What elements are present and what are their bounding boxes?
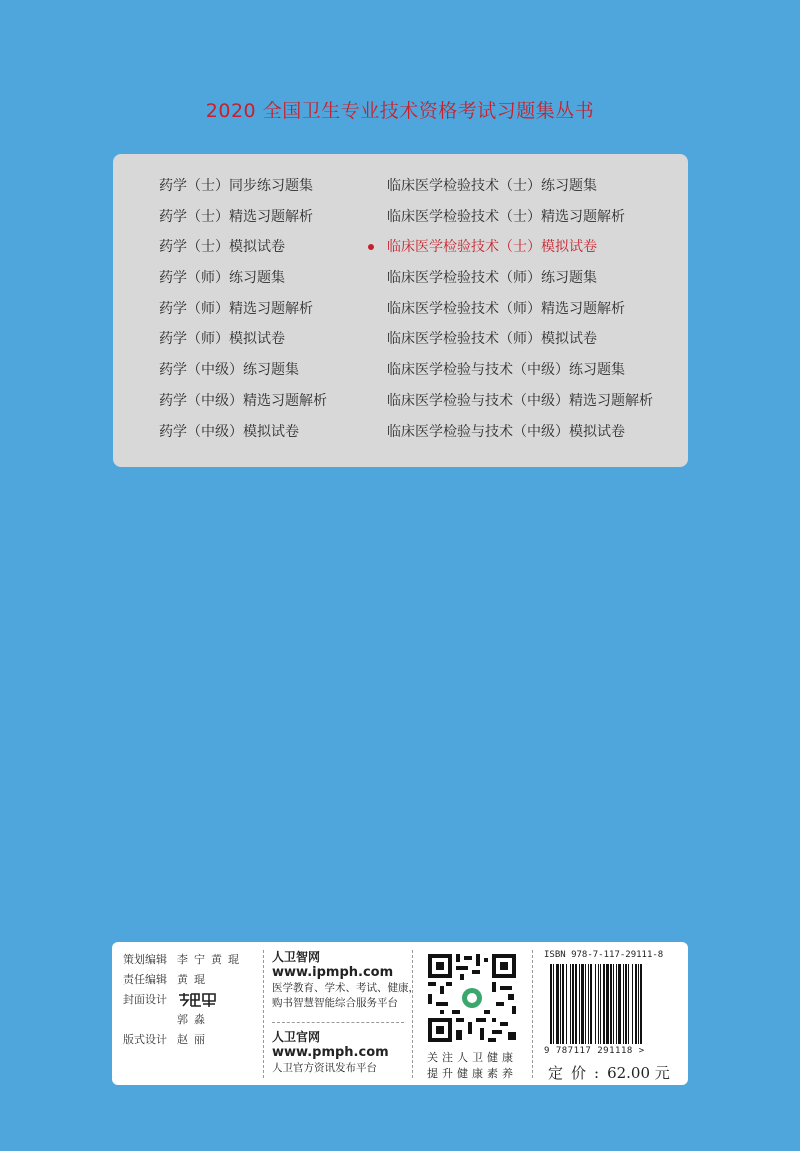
site-desc: 医学教育、学术、考试、健康，	[272, 982, 419, 994]
qr-code-icon[interactable]	[426, 952, 518, 1044]
book-list-item-label: 临床医学检验与技术（中级）练习题集	[387, 362, 625, 379]
book-list-item: 药学（中级）模拟试卷	[159, 423, 299, 440]
book-list-item: 药学（师）练习题集	[159, 270, 285, 287]
book-list-item: 药学（士）同步练习题集	[159, 178, 313, 194]
book-list-item	[387, 422, 653, 453]
site-name: 人卫智网	[272, 950, 321, 964]
book-list-item: 药学（师）精选习题解析	[159, 300, 313, 317]
qr-caption	[418, 1050, 526, 1082]
book-list-item-label: 临床医学检验技术（师）模拟试卷	[387, 331, 597, 348]
credit-role: 封面设计	[123, 993, 167, 1006]
credit-row-responsible	[123, 971, 245, 991]
credit-name: 赵丽	[177, 1033, 211, 1046]
qr-caption-line: 关注人卫健康	[427, 1051, 517, 1064]
book-list-item: 药学（士）精选习题解析	[159, 208, 313, 225]
credit-role: 责任编辑	[123, 973, 167, 986]
site-desc: 购书智慧智能综合服务平台	[272, 997, 398, 1009]
credit-row-cover	[123, 991, 245, 1011]
book-list-item	[387, 268, 653, 299]
designer-signature	[177, 992, 217, 1008]
credit-name: 郭淼	[177, 1013, 211, 1026]
book-list-item: 药学（师）模拟试卷	[159, 331, 285, 348]
bullet-icon	[368, 244, 374, 250]
credit-name: 黄琨	[177, 973, 211, 986]
site-name: 人卫官网	[272, 1030, 321, 1044]
credit-row-layout	[123, 1031, 245, 1051]
site-url[interactable]: www.ipmph.com	[272, 965, 394, 980]
book-list-item: 药学（士）模拟试卷	[159, 239, 285, 256]
book-list-item	[387, 329, 653, 360]
credits-block	[123, 951, 245, 1051]
book-list-panel	[113, 154, 688, 467]
credit-role: 策划编辑	[123, 953, 167, 966]
book-list-item: 药学（中级）精选习题解析	[159, 392, 327, 409]
divider	[412, 950, 413, 1078]
book-list-item-current	[387, 237, 653, 268]
barcode-icon	[544, 964, 674, 1046]
book-list-item-label: 临床医学检验技术（士）精选习题解析	[387, 208, 625, 225]
price-value: 62.00 元	[607, 1064, 670, 1082]
site-zhiwang	[272, 950, 419, 1011]
publisher-info-panel	[112, 942, 688, 1085]
book-list-item	[387, 391, 653, 422]
credit-role: 版式设计	[123, 1033, 167, 1046]
price-tag	[548, 1062, 678, 1083]
qr-caption-line: 提升健康素养	[427, 1067, 517, 1080]
book-list-item-label: 临床医学检验技术（师）精选习题解析	[387, 300, 625, 317]
credit-row-planning	[123, 951, 245, 971]
site-official	[272, 1030, 389, 1076]
book-list-item	[387, 299, 653, 330]
divider	[272, 1022, 404, 1023]
book-list-item	[387, 360, 653, 391]
book-list-item	[387, 176, 653, 207]
barcode-digits: 9 787117 291118 >	[544, 1046, 645, 1056]
book-list-item-label: 临床医学检验与技术（中级）精选习题解析	[387, 392, 653, 409]
book-list-item-label: 临床医学检验技术（士）模拟试卷	[387, 239, 597, 256]
book-list-item: 药学（中级）练习题集	[159, 362, 299, 379]
price-label: 定价:	[548, 1064, 608, 1082]
book-list-right-column	[387, 176, 653, 452]
site-url[interactable]: www.pmph.com	[272, 1045, 389, 1060]
book-list-left-column	[159, 176, 327, 452]
site-desc: 人卫官方资讯发布平台	[272, 1062, 377, 1074]
divider	[263, 950, 264, 1078]
credit-row-cover-names	[123, 1011, 245, 1031]
book-list-item	[387, 207, 653, 238]
series-title: 2020 全国卫生专业技术资格考试习题集丛书	[205, 100, 595, 122]
book-list-item-label: 临床医学检验技术（师）练习题集	[387, 270, 597, 287]
credit-name: 李宁黄琨	[177, 953, 245, 966]
book-list-item-label: 临床医学检验技术（士）练习题集	[387, 178, 597, 194]
divider	[532, 950, 533, 1078]
book-list-item-label: 临床医学检验与技术（中级）模拟试卷	[387, 423, 625, 440]
isbn-label: ISBN 978-7-117-29111-8	[544, 950, 664, 960]
